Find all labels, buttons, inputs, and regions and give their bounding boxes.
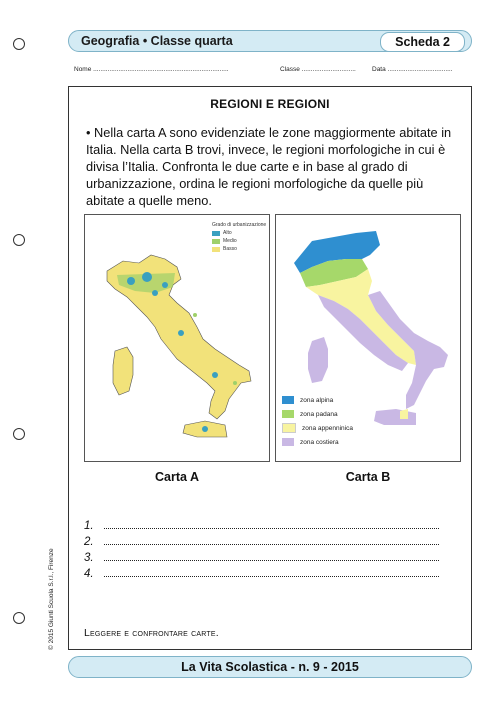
header-bar <box>68 30 472 52</box>
answer-number: 2. <box>84 536 94 548</box>
skill-note: Leggere e confrontare carte. <box>84 627 219 639</box>
legend-item <box>282 393 353 407</box>
answer-line[interactable] <box>84 552 439 564</box>
subject-title: Geografia • Classe quarta <box>81 34 233 48</box>
legend-label: zona appenninica <box>302 424 353 432</box>
map-a-label: Carta A <box>155 470 199 484</box>
legend-item <box>212 230 266 236</box>
answer-line[interactable] <box>84 520 439 532</box>
copyright-notice: © 2015 Giunti Scuola S.r.l., Firenze <box>48 548 55 650</box>
answer-number: 4. <box>84 568 94 580</box>
binder-hole <box>13 234 25 246</box>
legend-item <box>212 238 266 244</box>
answer-number: 1. <box>84 520 94 532</box>
legend-item <box>282 435 353 449</box>
legend-item <box>212 246 266 252</box>
binder-hole <box>13 38 25 50</box>
map-a <box>84 214 270 462</box>
map-a-legend <box>212 222 266 252</box>
answer-line[interactable] <box>84 536 439 548</box>
legend-label: Medio <box>223 238 237 244</box>
legend-label: Alto <box>223 230 232 236</box>
date-field[interactable]: Data .................................... <box>372 66 453 73</box>
footer-bar: La Vita Scolastica - n. 9 - 2015 <box>68 656 472 678</box>
name-field[interactable]: Nome ........................................................................... <box>74 66 229 73</box>
map-b-legend <box>282 393 353 449</box>
binder-hole <box>13 612 25 624</box>
legend-label: zona costiera <box>300 438 339 446</box>
legend-item <box>282 407 353 421</box>
legend-label: zona padana <box>300 410 338 418</box>
answer-line[interactable] <box>84 568 439 580</box>
answer-number: 3. <box>84 552 94 564</box>
map-a-legend-title: Grado di urbanizzazione <box>212 222 267 228</box>
legend-label: Basso <box>223 246 237 252</box>
map-b-label: Carta B <box>345 470 391 484</box>
map-b <box>275 214 461 462</box>
legend-label: zona alpina <box>300 396 334 404</box>
map-a-italy-shape <box>85 215 270 462</box>
worksheet-title: REGIONI E REGIONI <box>210 97 330 111</box>
class-field[interactable]: Classe .............................. <box>280 66 356 73</box>
binder-hole <box>13 428 25 440</box>
sheet-number-badge: Scheda 2 <box>380 32 465 52</box>
instruction-text: • Nella carta A sono evidenziate le zone maggiormente abitate in Italia. Nella carta B trovi, invece, le regioni morfologiche in cui è divisa l’Italia. Confronta le due carte e in base al grado di urbanizzazione, ordina le regioni morfologiche da quelle più abitate a quelle meno. <box>86 125 452 208</box>
legend-item <box>282 421 353 435</box>
